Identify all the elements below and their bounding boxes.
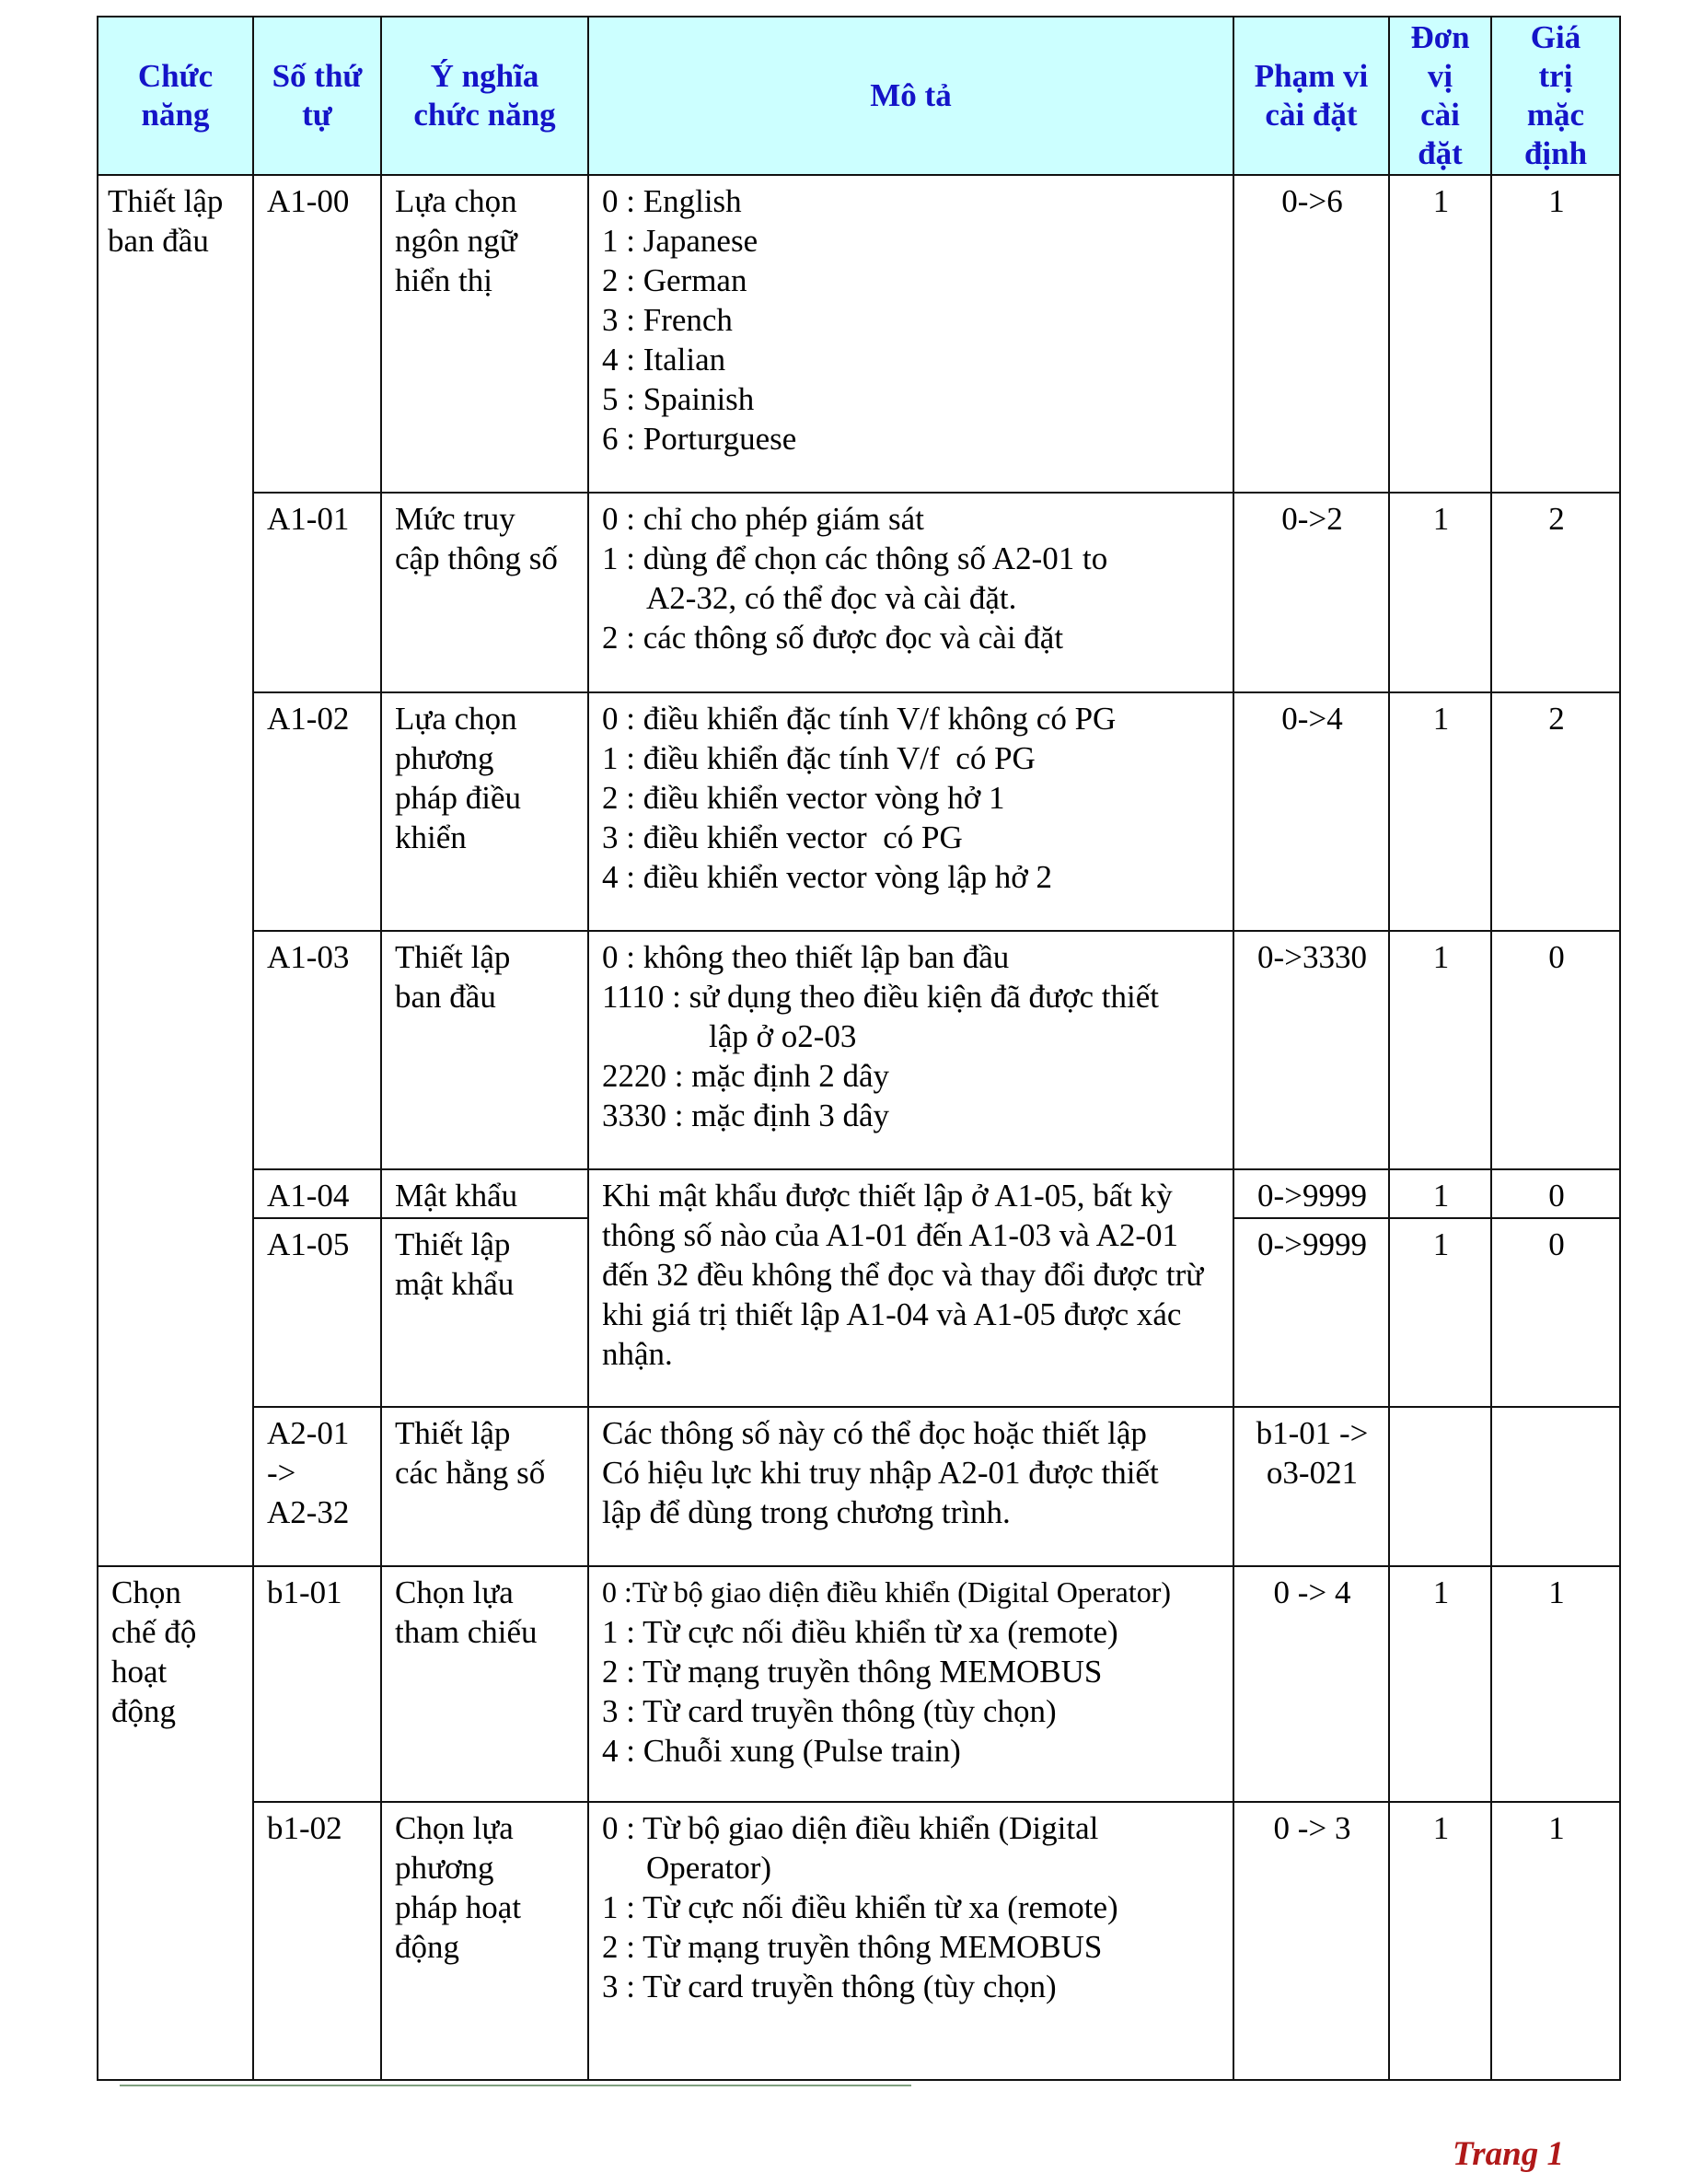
param-meaning: Chọn lựa tham chiếu: [381, 1566, 588, 1802]
param-description: [588, 931, 1233, 1169]
desc-line: 3 : Từ card truyền thông (tùy chọn): [602, 1969, 1057, 2004]
desc-line: 2 : Từ mạng truyền thông MEMOBUS: [602, 1654, 1103, 1690]
desc-line: 1110 : sử dụng theo điều kiện đã được thiết: [602, 979, 1159, 1015]
param-unit: 1: [1389, 493, 1491, 692]
param-default: 0: [1491, 1169, 1620, 1218]
desc-line: Có hiệu lực khi truy nhập A2-01 được thiết: [602, 1455, 1159, 1491]
desc-line: 2 : German: [602, 262, 747, 298]
header-function: Chức năng: [98, 17, 253, 175]
desc-line: 3330 : mặc định 3 dây: [602, 1098, 890, 1133]
param-id: A1-00: [253, 175, 381, 493]
param-description: [588, 175, 1233, 493]
param-meaning: Mật khẩu: [381, 1169, 588, 1218]
desc-line: 2 : Từ mạng truyền thông MEMOBUS: [602, 1929, 1103, 1965]
param-meaning: Mức truy cập thông số: [381, 493, 588, 692]
header-number: Số thứ tự: [253, 17, 381, 175]
desc-line: 1 : Từ cực nối điều khiển từ xa (remote): [602, 1614, 1118, 1650]
desc-line: 3 : Từ card truyền thông (tùy chọn): [602, 1693, 1057, 1729]
desc-line: 0 : không theo thiết lập ban đầu: [602, 939, 1010, 975]
desc-line: 4 : điều khiển vector vòng lập hở 2: [602, 859, 1052, 895]
desc-line: 5 : Spainish: [602, 381, 755, 417]
param-unit: 1: [1389, 1218, 1491, 1407]
param-unit: [1389, 1407, 1491, 1566]
param-range: 0->2: [1233, 493, 1389, 692]
param-unit: 1: [1389, 692, 1491, 931]
param-range: 0->4: [1233, 692, 1389, 931]
desc-line: A2-32, có thể đọc và cài đặt.: [646, 580, 1017, 616]
desc-line: 1 : Japanese: [602, 223, 758, 259]
param-range: 0->9999: [1233, 1218, 1389, 1407]
header-meaning: Ý nghĩa chức năng: [381, 17, 588, 175]
param-meaning: Lựa chọn ngôn ngữ hiển thị: [381, 175, 588, 493]
param-range: b1-01 -> o3-021: [1233, 1407, 1389, 1566]
header-default: Giá trị mặc định: [1491, 17, 1620, 175]
param-range: 0->9999: [1233, 1169, 1389, 1218]
param-description: [588, 692, 1233, 931]
param-unit: 1: [1389, 1802, 1491, 2080]
group-initial-setup: Thiết lập ban đầu: [98, 175, 253, 1566]
desc-line: Operator): [646, 1850, 772, 1886]
param-unit: 1: [1389, 175, 1491, 493]
param-default: 1: [1491, 1802, 1620, 2080]
param-range: 0->6: [1233, 175, 1389, 493]
desc-line: 0 :Từ bộ giao diện điều khiển (Digital Operator): [602, 1575, 1172, 1609]
table-row: [98, 1407, 1620, 1566]
param-id: A1-04: [253, 1169, 381, 1218]
header-row: [98, 17, 1620, 175]
param-default: 0: [1491, 1218, 1620, 1407]
param-meaning: Chọn lựa phương pháp hoạt động: [381, 1802, 588, 2080]
param-id: A1-03: [253, 931, 381, 1169]
table-row: [98, 1566, 1620, 1802]
header-description: Mô tả: [588, 17, 1233, 175]
desc-line: 6 : Porturguese: [602, 421, 797, 457]
param-meaning: Thiết lập mật khẩu: [381, 1218, 588, 1407]
desc-line: 2 : điều khiển vector vòng hở 1: [602, 780, 1005, 816]
desc-line: 0 : chỉ cho phép giám sát: [602, 501, 924, 537]
desc-line: 1 : điều khiển đặc tính V/f có PG: [602, 740, 1036, 776]
desc-line: 0 : English: [602, 183, 742, 219]
table-row: [98, 931, 1620, 1169]
param-id: b1-02: [253, 1802, 381, 2080]
param-description: [588, 1407, 1233, 1566]
param-description: [588, 1802, 1233, 2080]
param-id: A1-01: [253, 493, 381, 692]
desc-line: 4 : Italian: [602, 342, 726, 378]
desc-line: 0 : điều khiển đặc tính V/f không có PG: [602, 701, 1117, 737]
param-unit: 1: [1389, 1566, 1491, 1802]
desc-line: 3 : French: [602, 302, 733, 338]
param-range: 0->3330: [1233, 931, 1389, 1169]
param-range: 0 -> 4: [1233, 1566, 1389, 1802]
param-id: A1-02: [253, 692, 381, 931]
param-meaning: Thiết lập các hằng số: [381, 1407, 588, 1566]
table-row: [98, 1169, 1620, 1218]
param-default: 2: [1491, 692, 1620, 931]
desc-line: 0 : Từ bộ giao diện điều khiển (Digital: [602, 1810, 1099, 1846]
desc-line: 1 : dùng để chọn các thông số A2-01 to: [602, 540, 1108, 576]
desc-line: Các thông số này có thể đọc hoặc thiết lập: [602, 1415, 1147, 1451]
param-id: b1-01: [253, 1566, 381, 1802]
param-range: 0 -> 3: [1233, 1802, 1389, 2080]
table-row: [98, 493, 1620, 692]
table-row: [98, 1802, 1620, 2080]
header-unit: Đơn vị cài đặt: [1389, 17, 1491, 175]
table-row: [98, 692, 1620, 931]
group-operation-mode: Chọn chế độ hoạt động: [98, 1566, 253, 2080]
footer-divider: [120, 2085, 911, 2086]
param-description-shared: Khi mật khẩu được thiết lập ở A1-05, bất kỳ thông số nào của A1-01 đến A1-03 và A2-01 đến 32 đều không thể đọc và thay đổi được trừ khi giá trị thiết lập A1-04 và A1-05 được xác nhận.: [588, 1169, 1233, 1407]
param-id: A2-01 -> A2-32: [253, 1407, 381, 1566]
header-range: Phạm vi cài đặt: [1233, 17, 1389, 175]
desc-line: 4 : Chuỗi xung (Pulse train): [602, 1733, 961, 1769]
param-description: [588, 493, 1233, 692]
parameter-table: [97, 16, 1621, 2081]
desc-line: 3 : điều khiển vector có PG: [602, 819, 963, 855]
param-default: 1: [1491, 175, 1620, 493]
page-number: Trang 1: [1453, 2135, 1564, 2173]
table-row: [98, 175, 1620, 493]
param-description: [588, 1566, 1233, 1802]
desc-line: 2 : các thông số được đọc và cài đặt: [602, 620, 1064, 656]
param-unit: 1: [1389, 931, 1491, 1169]
desc-line: 2220 : mặc định 2 dây: [602, 1058, 890, 1094]
param-unit: 1: [1389, 1169, 1491, 1218]
param-meaning: Thiết lập ban đầu: [381, 931, 588, 1169]
param-meaning: Lựa chọn phương pháp điều khiển: [381, 692, 588, 931]
param-default: [1491, 1407, 1620, 1566]
desc-line: lập ở o2-03: [709, 1018, 857, 1054]
param-default: 1: [1491, 1566, 1620, 1802]
param-id: A1-05: [253, 1218, 381, 1407]
desc-line: 1 : Từ cực nối điều khiển từ xa (remote): [602, 1889, 1118, 1925]
desc-line: lập để dùng trong chương trình.: [602, 1494, 1011, 1530]
param-default: 2: [1491, 493, 1620, 692]
param-default: 0: [1491, 931, 1620, 1169]
